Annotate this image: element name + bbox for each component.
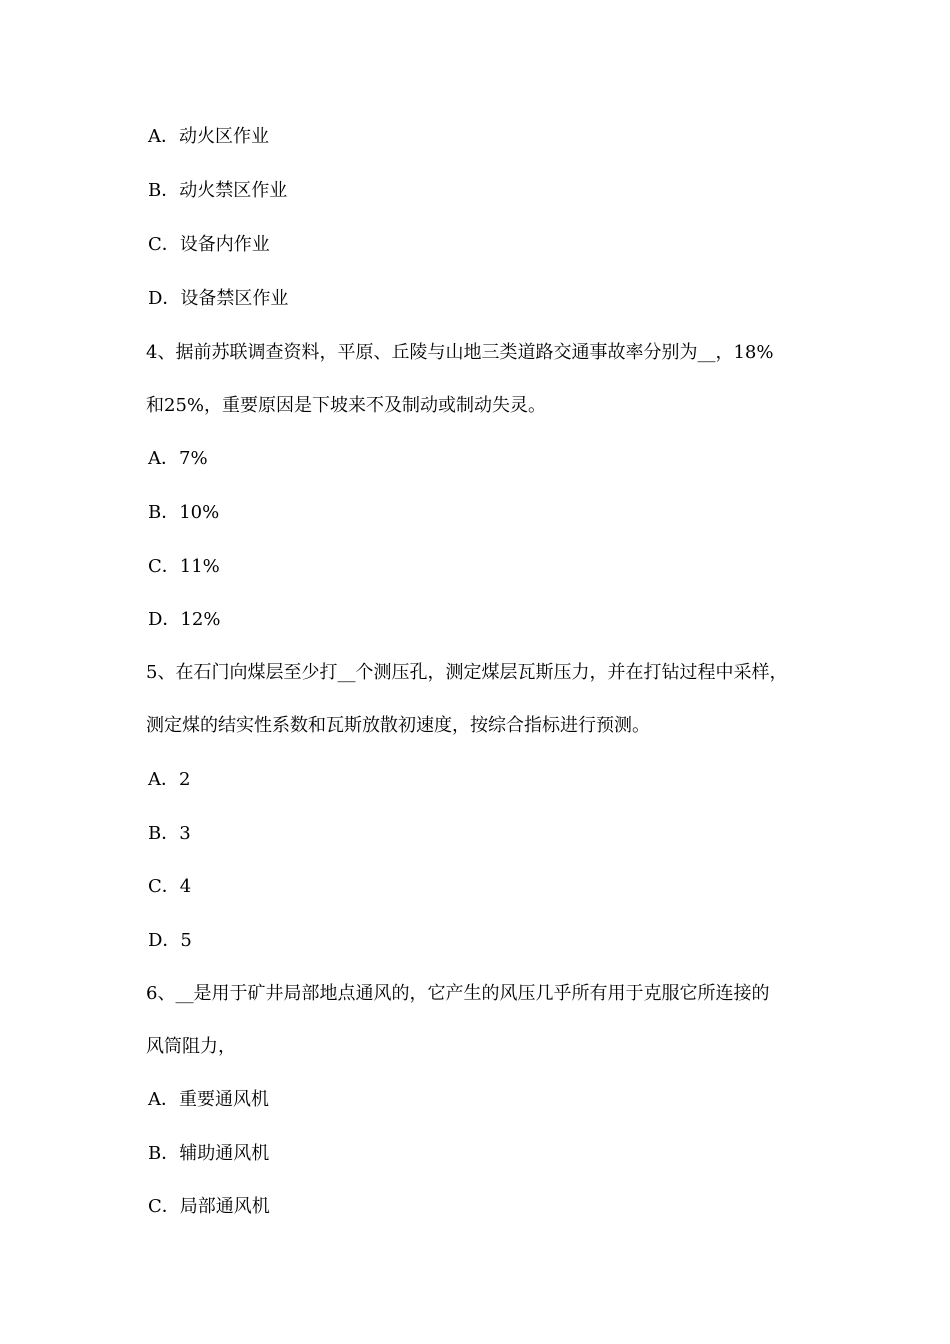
q6-option-b: B．辅助通风机 bbox=[148, 1143, 270, 1164]
q5-option-a: A．2 bbox=[148, 769, 191, 790]
q3-option-c: C．设备内作业 bbox=[148, 234, 270, 255]
q6-stem-line-1: 6、__是用于矿井局部地点通风的，它产生的风压几乎所有用于克服它所连接的 bbox=[146, 983, 770, 1004]
q4-option-a: A．7% bbox=[148, 448, 208, 469]
q5-option-c: C．4 bbox=[148, 876, 192, 897]
q6-option-c: C．局部通风机 bbox=[148, 1196, 270, 1217]
q4-option-b: B．10% bbox=[148, 502, 220, 523]
q5-option-b: B．3 bbox=[148, 823, 191, 844]
q3-option-d: D．设备禁区作业 bbox=[148, 288, 289, 309]
q4-stem-line-2: 和25%，重要原因是下坡来不及制动或制动失灵。 bbox=[146, 395, 547, 416]
q4-stem-line-1: 4、据前苏联调查资料，平原、丘陵与山地三类道路交通事故率分别为__，18% bbox=[146, 342, 774, 363]
q4-option-d: D．12% bbox=[148, 609, 221, 630]
q3-option-b: B．动火禁区作业 bbox=[148, 180, 288, 201]
q6-option-a: A．重要通风机 bbox=[148, 1089, 269, 1110]
q5-stem-line-1: 5、在石门向煤层至少打__个测压孔，测定煤层瓦斯压力，并在打钻过程中采样， bbox=[146, 662, 788, 683]
q5-stem-line-2: 测定煤的结实性系数和瓦斯放散初速度，按综合指标进行预测。 bbox=[146, 715, 650, 736]
q5-option-d: D．5 bbox=[148, 930, 192, 951]
q6-stem-line-2: 风筒阻力， bbox=[146, 1036, 236, 1057]
q4-option-c: C．11% bbox=[148, 556, 220, 577]
q3-option-a: A．动火区作业 bbox=[148, 126, 269, 147]
